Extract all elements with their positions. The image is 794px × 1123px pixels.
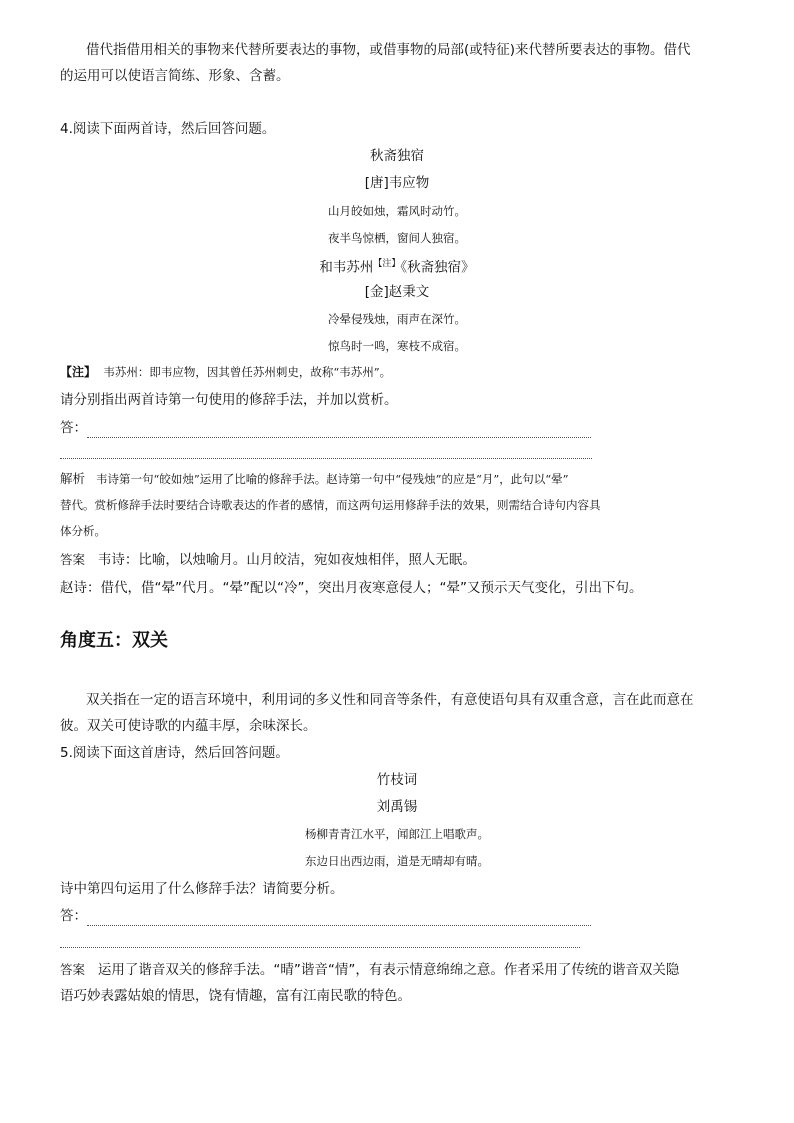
q4-analysis-line-3: 体分析。 <box>60 524 106 538</box>
poem2-author: [金]赵秉文 <box>364 284 430 300</box>
q5-key-line-1 <box>60 960 679 980</box>
q5-answer-blank-1[interactable] <box>87 913 591 926</box>
poem2-line-1: 冷晕侵残烛，雨声在深竹。 <box>328 312 466 326</box>
analysis-label: 解析 <box>60 471 86 486</box>
q5-answer-blank-2[interactable] <box>60 937 580 948</box>
q5-poem-line-1: 杨柳青青江水平，闻郎江上唱歌声。 <box>305 827 489 841</box>
q5-prompt: 5.阅读下面这首唐诗，然后回答问题。 <box>60 745 289 761</box>
q4-analysis-line-2: 替代。赏析修辞手法时要结合诗歌表达的作者的感情，而这两句运用修辞手法的效果，则需结合诗句内容具 <box>60 498 601 512</box>
q4-key-line-1 <box>60 550 476 570</box>
q4-note <box>60 363 391 381</box>
poem2-title <box>0 254 794 278</box>
q4-key-label: 答案 <box>60 552 86 567</box>
q5-key-text-1: 运用了谐音双关的修辞手法。“晴”谐音“情”，有表示情意绵绵之意。作者采用了传统的谐音双关隐 <box>97 962 680 978</box>
q5-poem-author: 刘禹锡 <box>376 799 418 815</box>
poem1-line-1: 山月皎如烛，霜风时动竹。 <box>328 204 466 218</box>
q4-prompt: 4.阅读下面两首诗，然后回答问题。 <box>60 121 276 137</box>
q5-answer-label: 答： <box>60 908 87 924</box>
jiedai-intro-line-2: 的运用可以使语言简练、形象、含蓄。 <box>60 68 290 84</box>
q4-key-line-2: 赵诗：借代，借“晕”代月。“晕”配以“冷”，突出月夜寒意侵人；“晕”又预示天气变化，引出下句。 <box>60 580 643 596</box>
q5-question: 诗中第四句运用了什么修辞手法？请简要分析。 <box>60 881 344 897</box>
section5-heading: 角度五：双关 <box>60 630 168 651</box>
poem2-title-pre: 和韦苏州 <box>319 259 374 276</box>
jiedai-intro-line-1: 借代指借用相关的事物来代替所要表达的事物，或借事物的局部(或特征)来代替所要表达的事物。借代 <box>86 42 691 58</box>
q4-answer-line-1[interactable] <box>60 418 591 438</box>
shuangguan-intro-line-2: 彼。双关可使诗歌的内蕴丰厚，余味深长。 <box>60 718 317 734</box>
q4-answer-label: 答： <box>60 420 87 436</box>
q4-analysis-line-1 <box>60 470 569 488</box>
q5-poem-title: 竹枝词 <box>376 772 418 788</box>
q4-answer-blank-1[interactable] <box>87 425 591 438</box>
q5-key-label: 答案 <box>60 962 86 977</box>
poem2-line-2: 惊鸟时一鸣，寒枝不成宿。 <box>328 339 466 353</box>
q4-key-text-1: 韦诗：比喻，以烛喻月。山月皎洁，宛如夜烛相伴，照人无眠。 <box>97 552 476 568</box>
q5-key-line-2: 语巧妙表露姑娘的情思，饶有情趣，富有江南民歌的特色。 <box>60 988 411 1004</box>
shuangguan-intro-line-1: 双关指在一定的语言环境中，利用词的多义性和同音等条件，有意使语句具有双重含意，言在此而意在 <box>86 692 694 708</box>
analysis-text-1: 韦诗第一句“皎如烛”运用了比喻的修辞手法。赵诗第一句中“侵残烛”的应是“月”，此句以“晕” <box>95 472 569 486</box>
q5-poem-line-2: 东边日出西边雨，道是无晴却有晴。 <box>305 854 489 868</box>
q4-question: 请分别指出两首诗第一句使用的修辞手法，并加以赏析。 <box>60 392 398 408</box>
q4-answer-blank-2[interactable] <box>60 448 592 459</box>
q5-answer-line-1[interactable] <box>60 906 591 926</box>
note-label: 【注】 <box>60 365 97 379</box>
poem2-title-note-mark: 【注】 <box>373 259 401 269</box>
poem2-title-post: 《秋斋独宿》 <box>400 259 475 276</box>
poem1-author: [唐]韦应物 <box>364 175 430 191</box>
poem1-title: 秋斋独宿 <box>370 148 424 164</box>
note-text: 韦苏州：即韦应物，因其曾任苏州刺史，故称“韦苏州”。 <box>103 365 392 379</box>
poem1-line-2: 夜半鸟惊栖，窗间人独宿。 <box>328 231 466 245</box>
